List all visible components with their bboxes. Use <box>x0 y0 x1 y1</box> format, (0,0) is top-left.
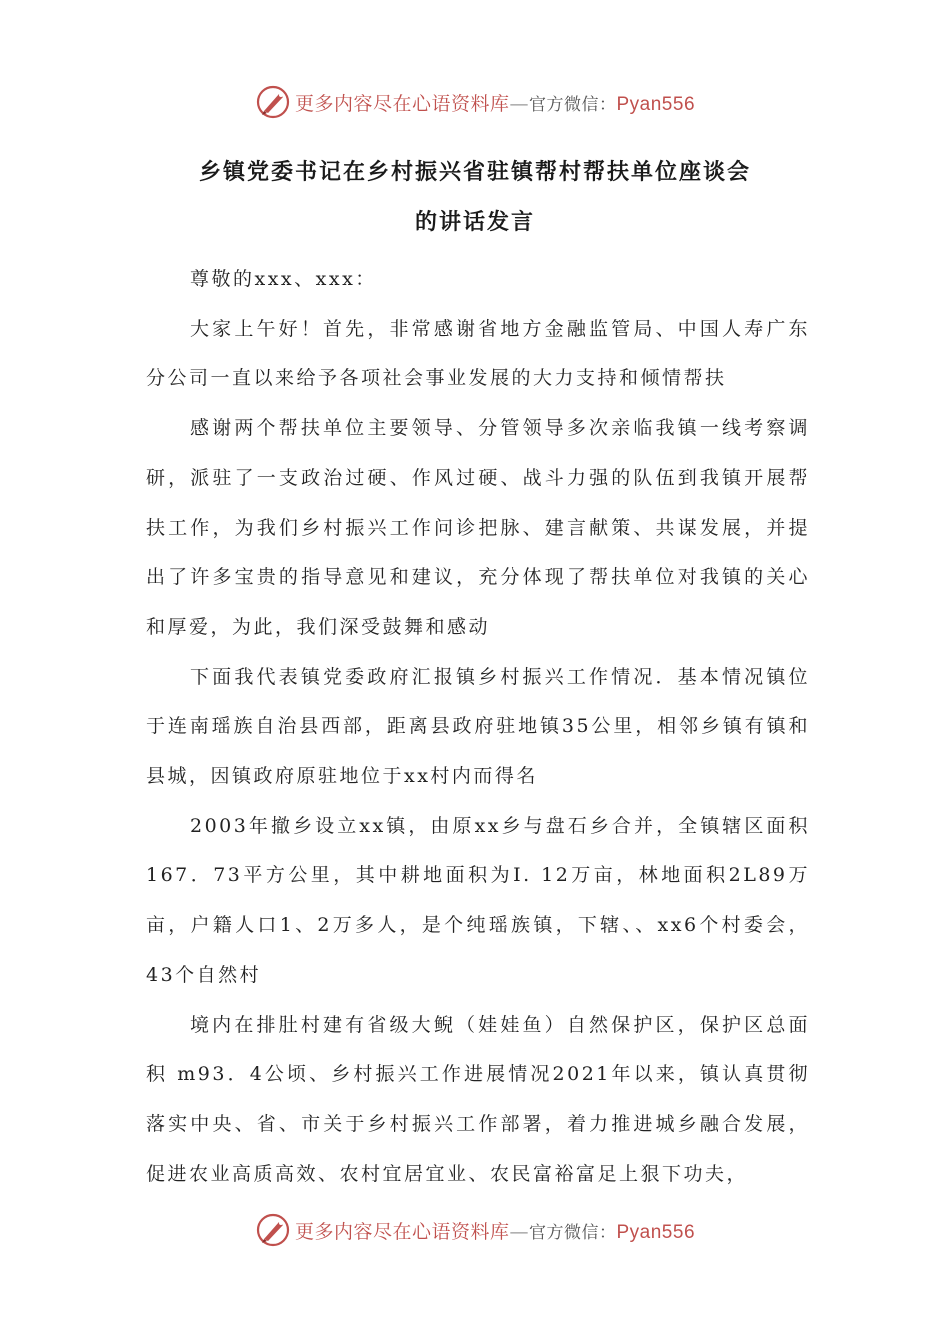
salutation: 尊敬的xxx、xxx： <box>190 268 377 290</box>
header-banner <box>0 82 950 122</box>
footer-banner <box>0 1210 950 1250</box>
paragraph: 2003年撤乡设立xx镇，由原xx乡与盘石乡合并，全镇辖区面积167．73平方公里，其中耕地面积为I. 12万亩，林地面积2L89万亩，户籍人口1、2万多人，是个纯瑶族镇，下辖、、xx6个村委会，43个自然村 <box>146 814 810 986</box>
document-title-line-1: 乡镇党委书记在乡村振兴省驻镇帮村帮扶单位座谈会 <box>198 159 751 185</box>
banner-text <box>295 89 695 116</box>
document-title-line-2: 的讲话发言 <box>414 209 535 235</box>
document-body <box>146 255 810 1199</box>
pen-logo-icon <box>255 84 291 120</box>
paragraph: 下面我代表镇党委政府汇报镇乡村振兴工作情况．基本情况镇位于连南瑶族自治县西部，距离县政府驻地镇35公里，相邻乡镇有镇和县城，因镇政府原驻地位于xx村内而得名 <box>146 665 810 788</box>
banner-dash: — <box>509 1220 529 1243</box>
paragraph: 大家上午好！首先，非常感谢省地方金融监管局、中国人寿广东分公司一直以来给予各项社会事业发展的大力支持和倾情帮扶 <box>146 317 810 390</box>
banner-main-text: 更多内容尽在心语资料库 <box>294 92 510 115</box>
paragraph: 感谢两个帮扶单位主要领导、分管领导多次亲临我镇一线考察调研，派驻了一支政治过硬、作风过硬、战斗力强的队伍到我镇开展帮扶工作，为我们乡村振兴工作问诊把脉、建言献策、共谋发展，并提出了许多宝贵的指导意见和建议，充分体现了帮扶单位对我镇的关心和厚爱，为此，我们深受鼓舞和感动 <box>146 417 810 638</box>
banner-main-text: 更多内容尽在心语资料库 <box>294 1220 510 1243</box>
banner-wechat-id: Pyan556 <box>616 1221 696 1243</box>
pen-logo-icon <box>255 1212 291 1248</box>
banner-wechat-label: 官方微信： <box>529 1222 617 1243</box>
banner-text <box>295 1217 695 1244</box>
banner-dash: — <box>509 92 529 115</box>
banner-wechat-id: Pyan556 <box>616 93 696 115</box>
paragraph: 境内在排肚村建有省级大鲵（娃娃鱼）自然保护区，保护区总面积 m93．4公顷、乡村振兴工作进展情况2021年以来，镇认真贯彻落实中央、省、市关于乡村振兴工作部署，着力推进城乡融合发展，促进农业高质高效、农村宜居宜业、农民富裕富足上狠下功夫， <box>146 1013 810 1185</box>
banner-wechat-label: 官方微信： <box>529 94 617 115</box>
